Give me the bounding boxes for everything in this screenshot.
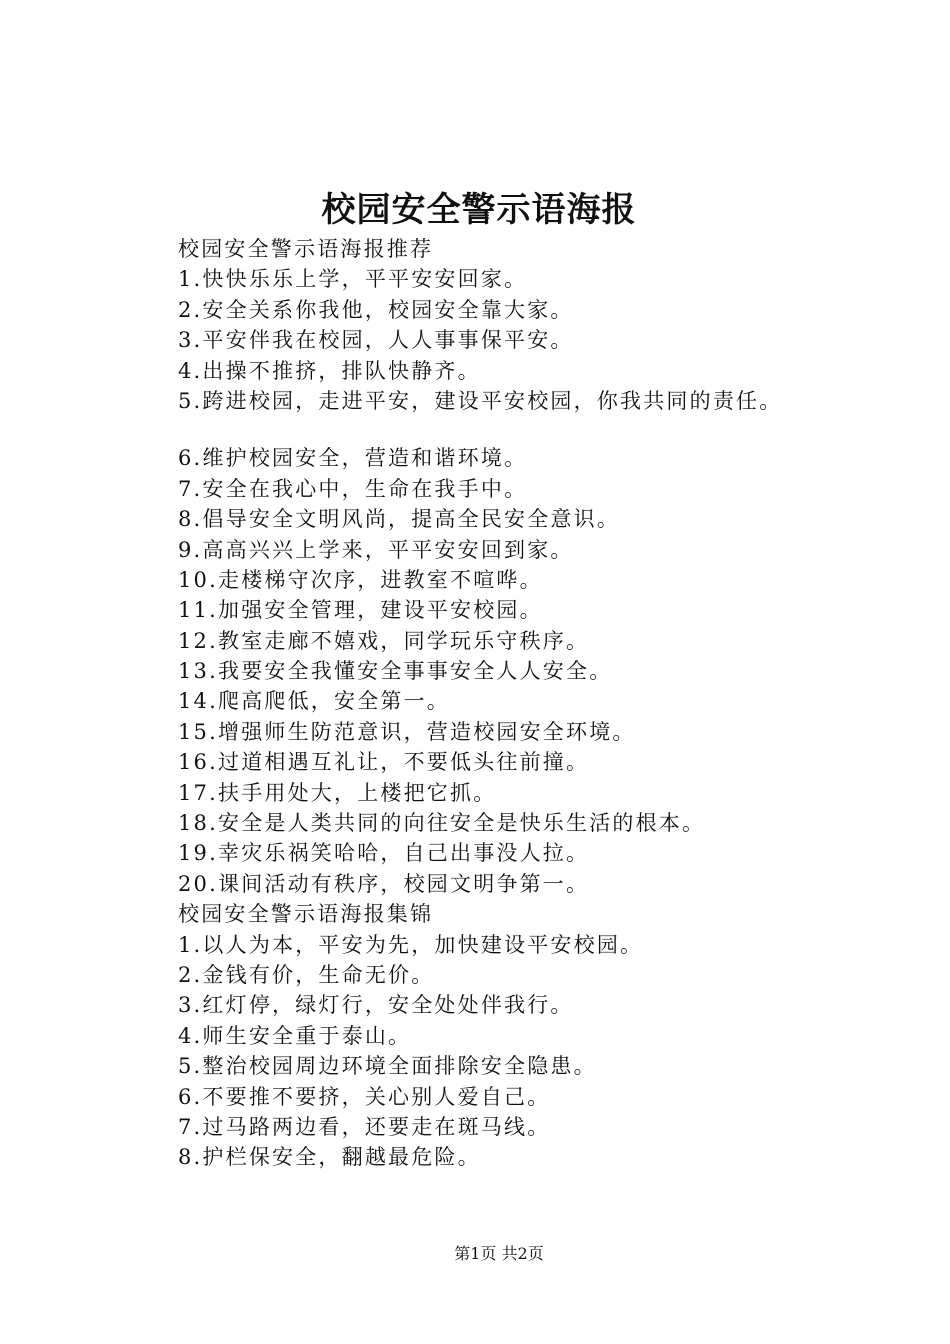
list-item: 13.我要安全我懂安全事事安全人人安全。 [178, 659, 613, 684]
section-heading-collection: 校园安全警示语海报集锦 [178, 902, 434, 927]
list-item: 2.安全关系你我他，校园安全靠大家。 [178, 297, 574, 322]
page-title: 校园安全警示语海报 [321, 190, 637, 230]
list-item: 6.不要推不要挤，关心别人爱自己。 [178, 1084, 551, 1109]
list-item: 10.走楼梯守次序，进教室不喧哗。 [178, 567, 543, 592]
document-body [178, 234, 938, 1173]
paragraph-gap [178, 416, 938, 443]
list-item: 4.出操不推挤，排队快静齐。 [178, 358, 481, 383]
section-heading-recommend: 校园安全警示语海报推荐 [178, 237, 434, 261]
list-item: 11.加强安全管理，建设平安校园。 [178, 598, 543, 623]
list-item: 1.快快乐乐上学，平平安安回家。 [178, 267, 528, 292]
list-item: 20.课间活动有秩序，校园文明争第一。 [178, 871, 590, 896]
list-item: 5.整治校园周边环境全面排除安全隐患。 [178, 1054, 597, 1079]
page-number-footer: 第1页 共2页 [454, 1244, 544, 1263]
list-item: 18.安全是人类共同的向往安全是快乐生活的根本。 [178, 811, 706, 836]
list-item: 1.以人为本，平安为先，加快建设平安校园。 [178, 932, 644, 957]
list-item: 14.爬高爬低，安全第一。 [178, 689, 450, 714]
list-item: 17.扶手用处大，上楼把它抓。 [178, 780, 497, 805]
list-item: 19.幸灾乐祸笑哈哈，自己出事没人拉。 [178, 841, 590, 866]
list-item: 16.过道相遇互礼让，不要低头往前撞。 [178, 750, 590, 775]
list-item: 3.红灯停，绿灯行，安全处处伴我行。 [178, 993, 574, 1018]
list-item: 2.金钱有价，生命无价。 [178, 962, 435, 987]
list-item: 8.倡导安全文明风尚，提高全民安全意识。 [178, 507, 621, 532]
list-item: 7.过马路两边看，还要走在斑马线。 [178, 1114, 551, 1139]
list-item: 4.师生安全重于泰山。 [178, 1023, 412, 1048]
list-item: 15.增强师生防范意识，营造校园安全环境。 [178, 719, 636, 744]
list-item: 9.高高兴兴上学来，平平安安回到家。 [178, 537, 574, 562]
list-item: 7.安全在我心中，生命在我手中。 [178, 476, 528, 501]
list-item: 5.跨进校园，走进平安，建设平安校园，你我共同的责任。 [178, 388, 783, 413]
list-item: 6.维护校园安全，营造和谐环境。 [178, 446, 528, 471]
list-item: 8.护栏保安全，翻越最危险。 [178, 1145, 481, 1170]
list-item: 12.教室走廊不嬉戏，同学玩乐守秩序。 [178, 628, 590, 653]
list-item: 3.平安伴我在校园，人人事事保平安。 [178, 328, 574, 353]
